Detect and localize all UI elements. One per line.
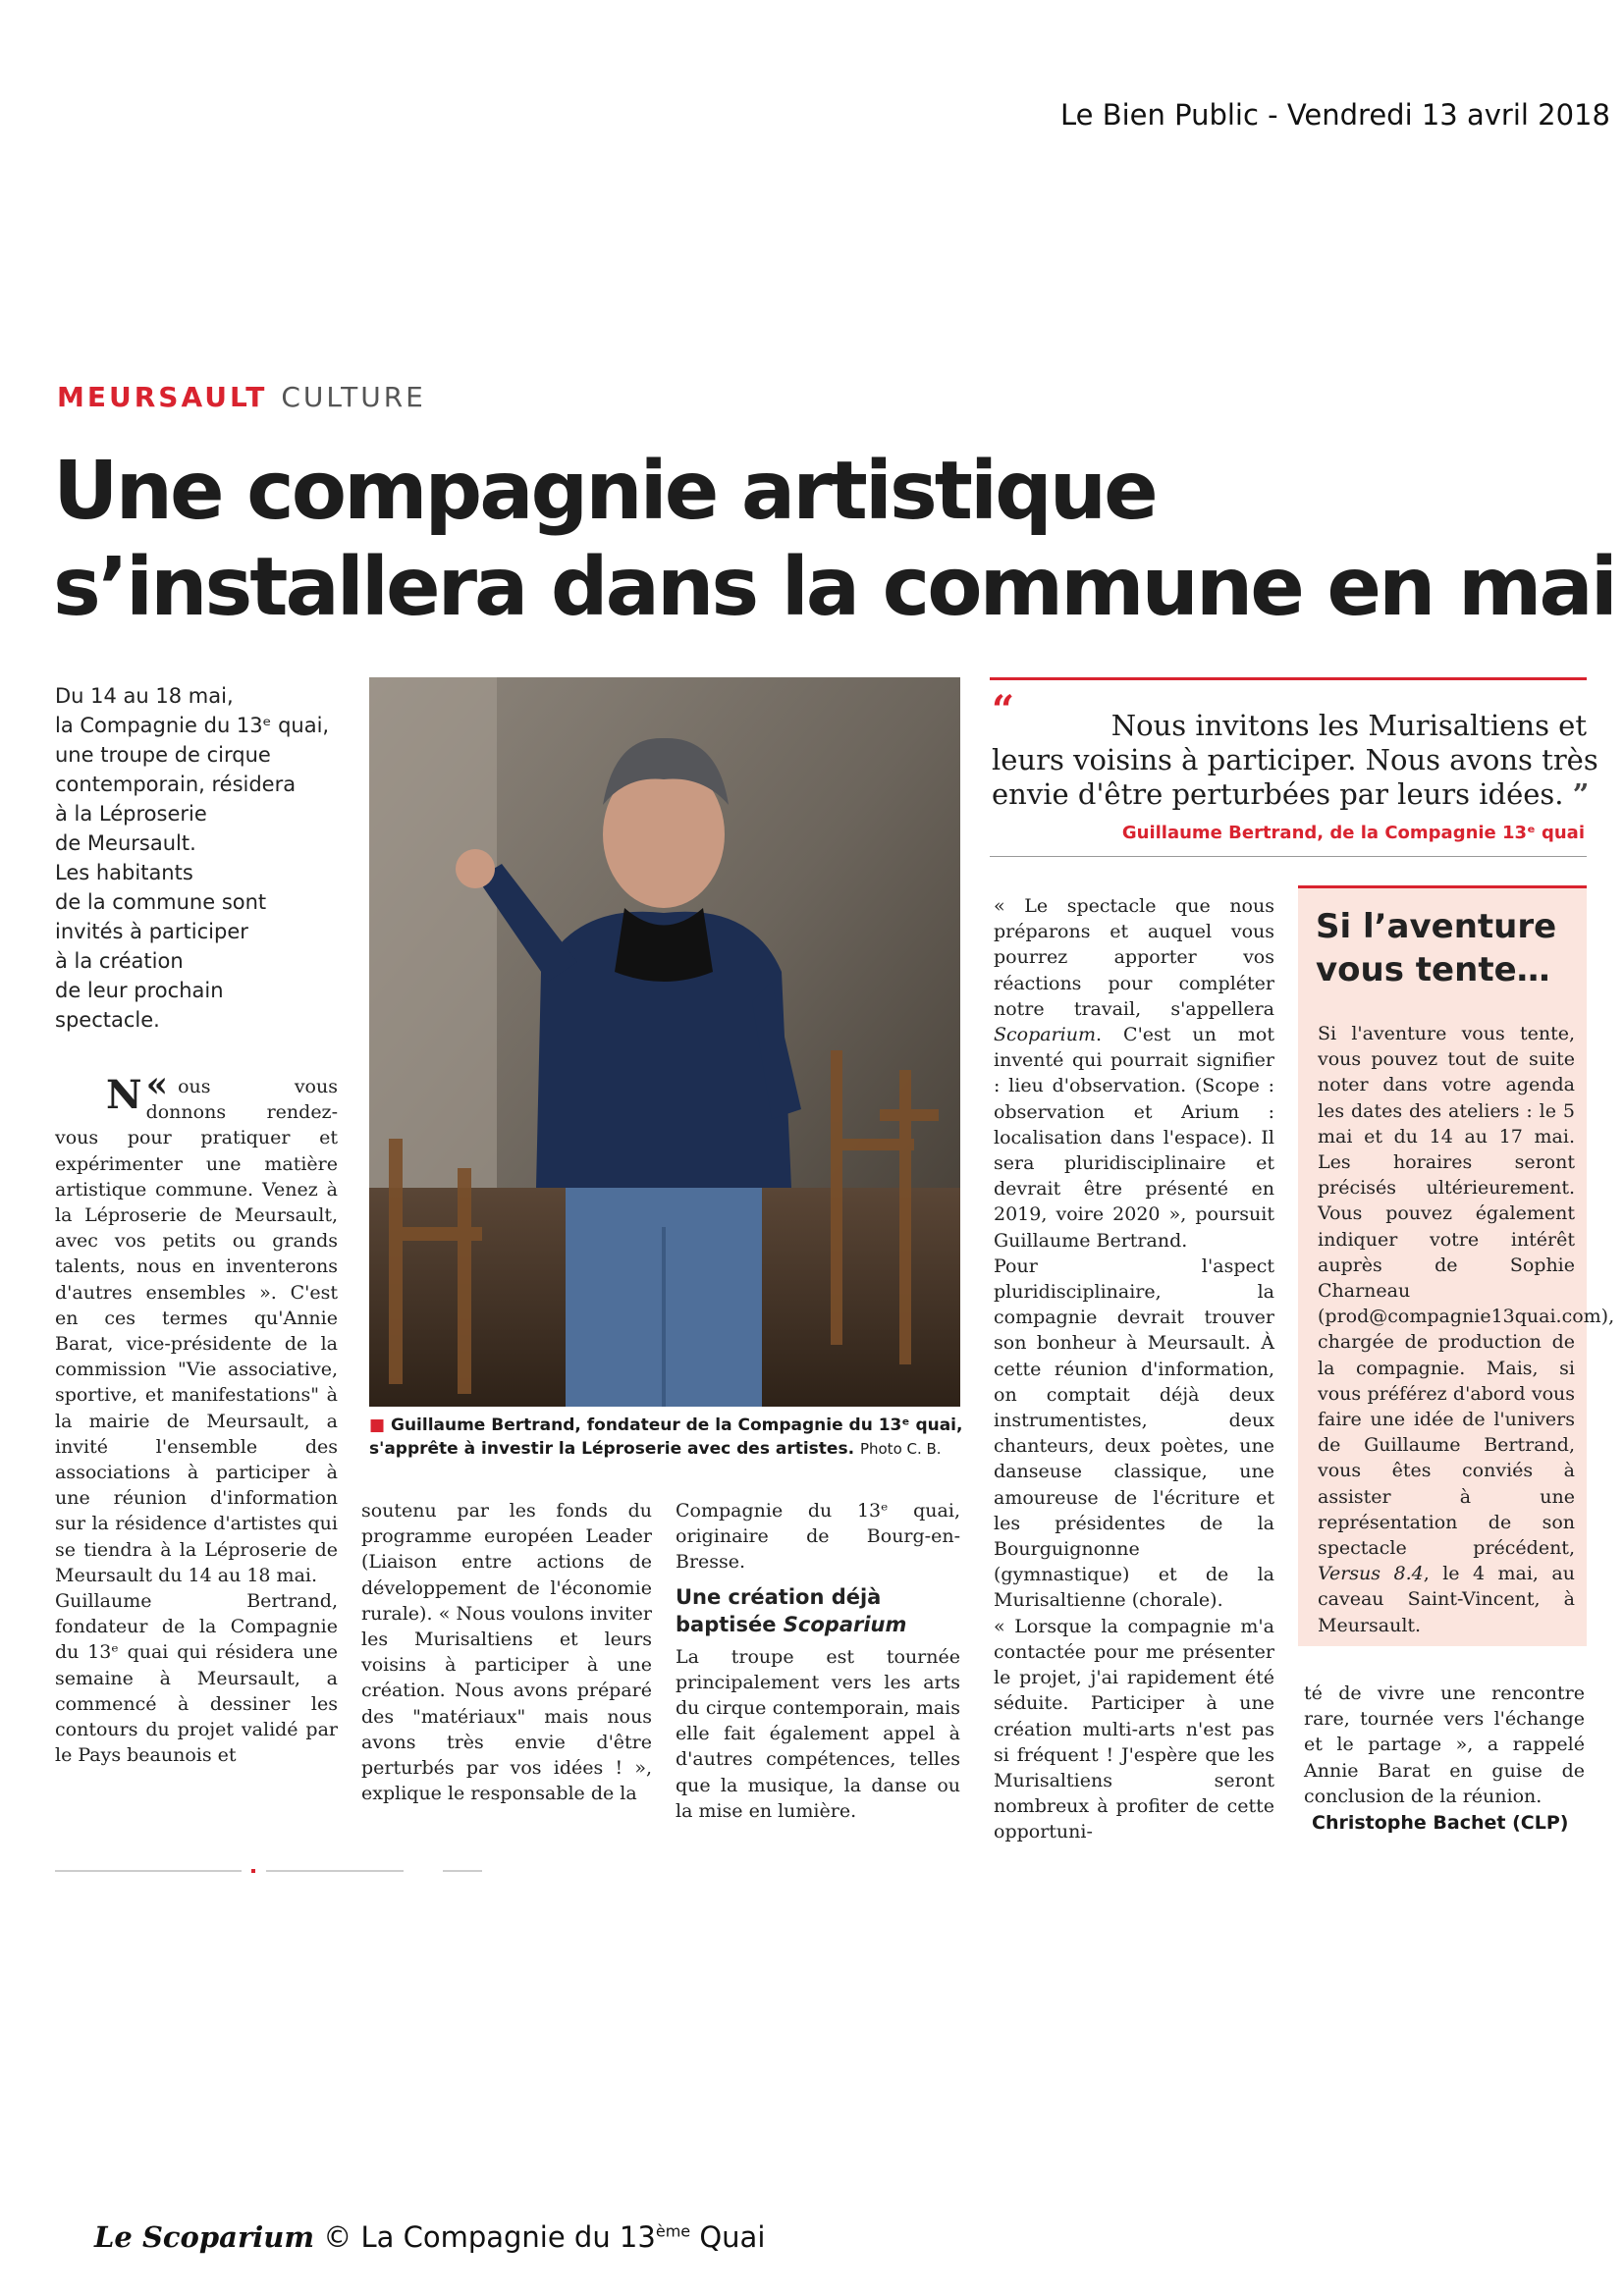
opening-quote: «: [145, 1064, 169, 1105]
sidebar-text-a: Si l'aventure vous tente, vous pouvez tout de suite noter dans votre agenda les dates des ateliers : le 5 mai et du 14 au 17 mai. Les horaires seront précisés ultérieurement. Vous pouvez également indiquer votre intérêt auprès de Sophie Charneau (prod@compagnie13quai.com), chargée de production de la compagnie. Mais, si vous préférez d'abord vous faire une idée de l'univers de Guillaume Bertrand, vous êtes conviés à assister à une représentation de son spectacle précédent,: [1318, 1023, 1615, 1560]
chapo-line: de leur prochain: [55, 979, 224, 1002]
col5-text: té de vivre une rencontre rare, tournée vers l'échange et le partage », a rappelé Annie Barat en guise de conclusion de la réunion.: [1304, 1682, 1585, 1807]
subheading-line-2: baptisée: [676, 1612, 784, 1636]
col4-text: « Le spectacle que nous préparons et auquel vous pourrez apporter vos réactions pour compléter notre travail, s'appellera: [994, 895, 1274, 1020]
chapo-line: de la commune sont: [55, 890, 267, 914]
author-signature: Christophe Bachet (CLP): [1312, 1812, 1569, 1834]
chapo-line: la Compagnie du 13ᵉ quai,: [55, 714, 330, 737]
quote-open-mark: “: [992, 687, 1015, 733]
photo-credit: Photo C. B.: [859, 1440, 942, 1458]
subheading: [676, 1583, 960, 1638]
col4-text: . C'est un mot inventé qui pourrait signifier : lieu d'observation. (Scope : observation et Arium : localisation dans l'espace). Il sera pluridisciplinaire et devrait être présenté en 2019, voire 2020 », poursuit Guillaume Bertrand.: [994, 1024, 1274, 1252]
sidebar-italic: Versus 8.4: [1318, 1563, 1424, 1585]
chapo-line: à la Léproserie: [55, 802, 207, 826]
quote-close-mark: ”: [1572, 777, 1590, 811]
headline-line-2: s’installera dans la commune en mai: [53, 541, 1615, 634]
col3-text-2: La troupe est tournée principalement vers les arts du cirque contemporain, mais elle fait également appel à d'autres compétences, telles que la musique, la danse ou la mise en lumière.: [676, 1645, 960, 1822]
chapo-line: Les habitants: [55, 861, 193, 884]
footer-brand: Le Scoparium: [94, 2220, 315, 2254]
quote-bottom-rule: [990, 856, 1587, 857]
subheading-line-1: Une création déjà: [676, 1584, 882, 1609]
sidebar-text-b: , le 4 mai, au caveau Saint-Vincent, à Meursault.: [1318, 1563, 1575, 1636]
col2-text: soutenu par les fonds du programme européen Leader (Liaison entre actions de développement de l'économie rurale). « Nous voulons inviter les Murisaltiens et leurs voisins à participer à une création. Nous avons préparé des "matériaux" mais nous avons très envie d'être perturbés par vos idées ! », explique le responsable de la: [361, 1500, 652, 1805]
article-column-5: [1304, 1681, 1585, 1809]
col4-italic: Scoparium: [994, 1024, 1096, 1046]
footer: [94, 2220, 765, 2254]
headline: [53, 444, 1615, 636]
bottom-decoration: [55, 1869, 546, 1873]
article-column-1: [55, 1064, 338, 1768]
pull-quote-author: Guillaume Bertrand, de la Compagnie 13ᵉ quai: [1121, 823, 1585, 843]
chapo-line: à la création: [55, 949, 184, 973]
chapo-line: de Meursault.: [55, 831, 196, 855]
col3-text: Compagnie du 13ᵉ quai, originaire de Bourg-en-Bresse.: [676, 1500, 960, 1574]
chapo-line: une troupe de cirque: [55, 743, 271, 767]
footer-sup: ème: [655, 2221, 691, 2241]
headline-line-1: Une compagnie artistique: [53, 445, 1156, 538]
article-column-2: [361, 1498, 652, 1806]
chapo-line: invités à participer: [55, 920, 248, 943]
photo-caption: [369, 1414, 968, 1461]
caption-text: Guillaume Bertrand, fondateur de la Compagnie du 13ᵉ quai, s'apprête à investir la Léproserie avec des artistes.: [369, 1415, 963, 1459]
article-photo: [369, 677, 960, 1407]
chapo-line: spectacle.: [55, 1008, 160, 1032]
kicker-section: CULTURE: [281, 381, 426, 413]
dropcap: N: [106, 1072, 142, 1118]
pull-quote: [992, 709, 1598, 812]
sidebar-title: Si l’aventure vous tente…: [1316, 907, 1557, 989]
source-line: Le Bien Public - Vendredi 13 avril 2018: [1060, 98, 1610, 132]
chapo-line: contemporain, résidera: [55, 773, 297, 796]
photo-illustration: [369, 677, 960, 1407]
col4-text-2: Pour l'aspect pluridisciplinaire, la compagnie devrait trouver son bonheur à Meursault. À cette réunion d'information, on comptait déjà deux instrumentistes, deux chanteurs, deux poètes, une danseuse classique, une amoureuse de l'écriture et les présidentes de la Bourguignonne (gymnastique) et de la Murisaltienne (chorale).: [994, 1255, 1274, 1612]
kicker-location: MEURSAULT: [57, 381, 268, 413]
pull-quote-line: Nous invitons les Murisaltiens et: [1110, 709, 1587, 742]
subheading-italic: Scoparium: [783, 1612, 907, 1636]
chapo-line: Du 14 au 18 mai,: [55, 684, 234, 708]
col1-text-2: Guillaume Bertrand, fondateur de la Compagnie du 13ᵉ quai qui résidera une semaine à Meursault, a commencé à dessiner les contours du projet validé par le Pays beaunois et: [55, 1590, 338, 1767]
kicker: [57, 381, 426, 413]
pull-quote-line: envie d'être perturbées par leurs idées.: [992, 777, 1564, 811]
pull-quote-line: leurs voisins à participer. Nous avons très: [992, 743, 1598, 776]
article-column-3: [676, 1498, 960, 1824]
sidebar-text: [1318, 1021, 1615, 1638]
article-column-4: [994, 893, 1274, 1845]
footer-copyright: © La Compagnie du 13: [323, 2220, 656, 2254]
col4-text-3: « Lorsque la compagnie m'a contactée pour me présenter le projet, j'ai rapidement été séduite. Participer à une création multi-arts n'est pas si fréquent ! J'espère que les Murisaltiens seront nombreux à profiter de cette opportuni-: [994, 1615, 1274, 1843]
quote-top-rule: [990, 677, 1587, 680]
footer-suffix: Quai: [690, 2220, 766, 2254]
caption-bullet-icon: ■: [369, 1415, 391, 1435]
chapo: [55, 681, 350, 1035]
col1-text: ous vous donnons rendez-vous pour pratiquer et expérimenter une matière artistique commune. Venez à la Léproserie de Meursault, avec vos petits ou grands talents, nous en inventerons d'autres ensembles ». C'est en ces termes qu'Annie Barat, vice-présidente de la commission "Vie associative, sportive, et manifestations" à la mairie de Meursault, a invité l'ensemble des associations à participer à une réunion d'information sur la résidence d'artistes qui se tiendra à la Léproserie de Meursault du 14 au 18 mai.: [55, 1076, 338, 1586]
